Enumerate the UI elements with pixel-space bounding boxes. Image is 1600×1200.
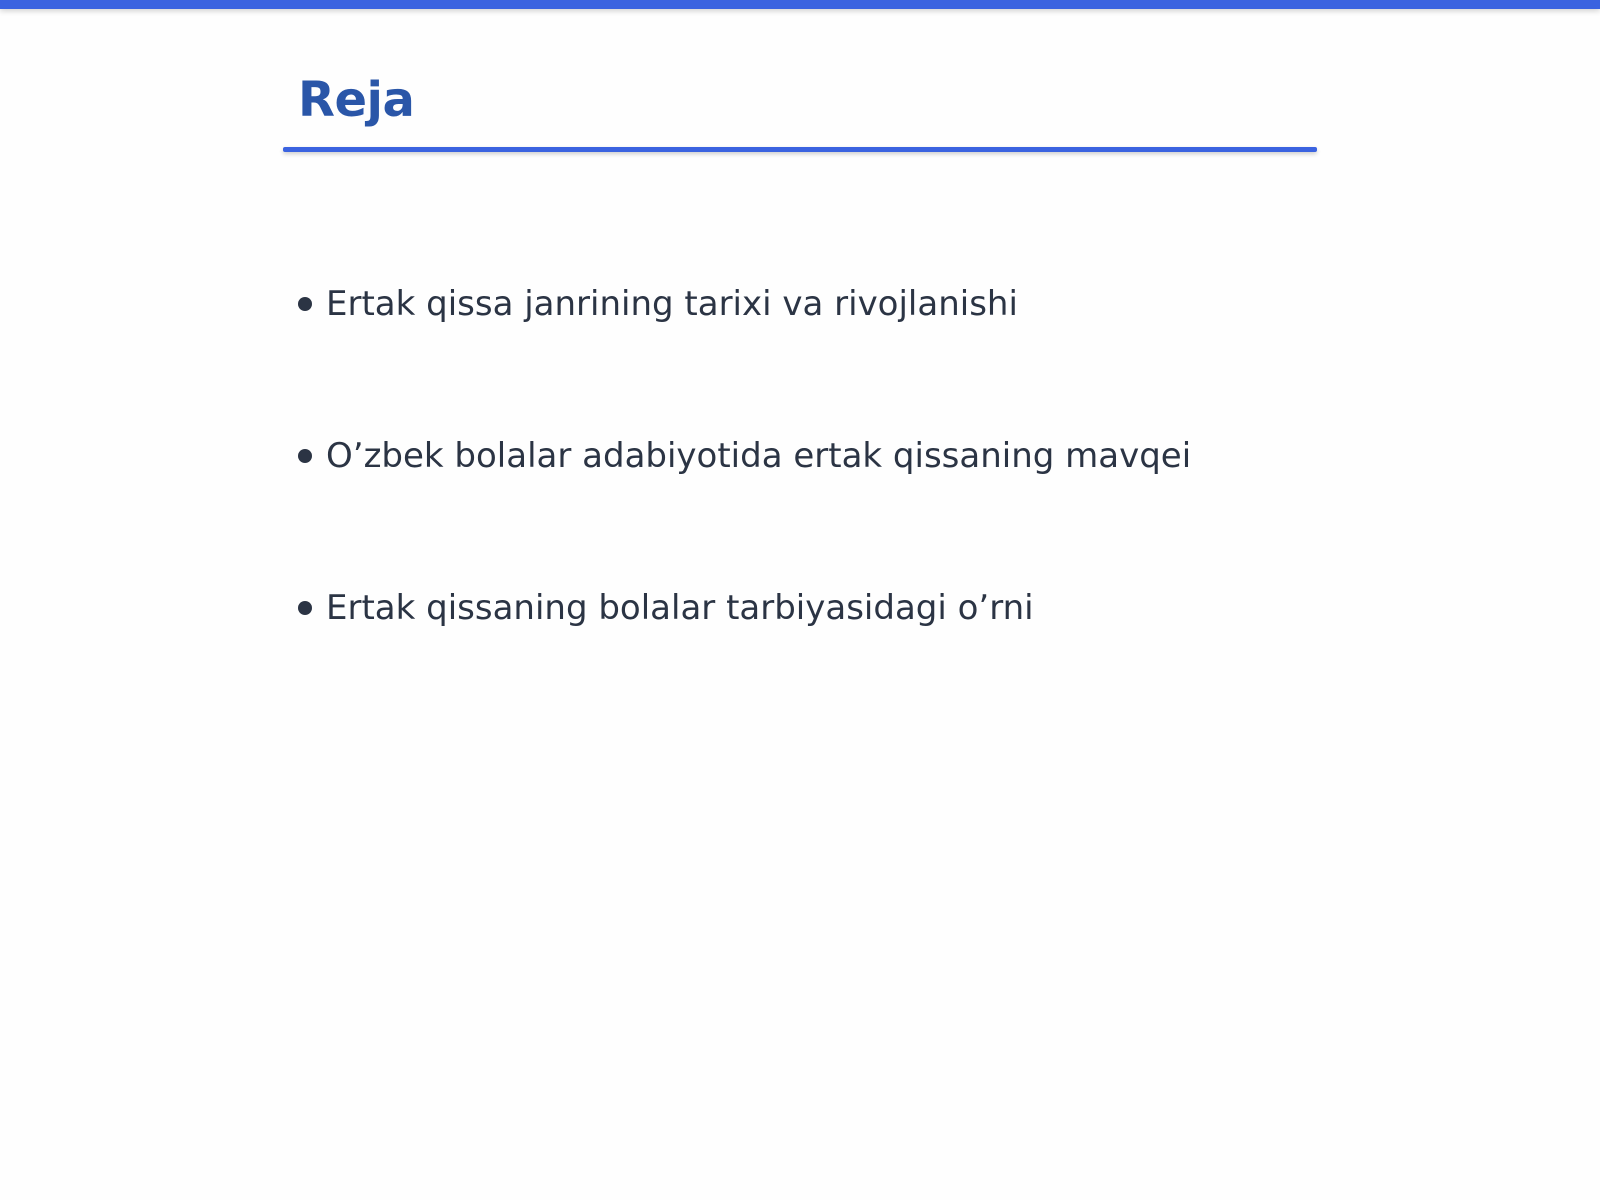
bullet-text: Ertak qissa janrining tarixi va rivojlanishi <box>326 284 1018 324</box>
bullet-list <box>298 276 1398 732</box>
bullet-item <box>298 276 1398 332</box>
top-accent-bar <box>0 0 1600 9</box>
slide-title: Reja <box>298 72 415 128</box>
title-underline <box>283 147 1317 152</box>
bullet-text: Ertak qissaning bolalar tarbiyasidagi o’rni <box>326 588 1034 628</box>
bullet-text: O’zbek bolalar adabiyotida ertak qissaning mavqei <box>326 436 1192 476</box>
bullet-item <box>298 428 1398 484</box>
bullet-icon <box>298 449 312 463</box>
bullet-icon <box>298 601 312 615</box>
bullet-item <box>298 580 1398 636</box>
bullet-icon <box>298 297 312 311</box>
